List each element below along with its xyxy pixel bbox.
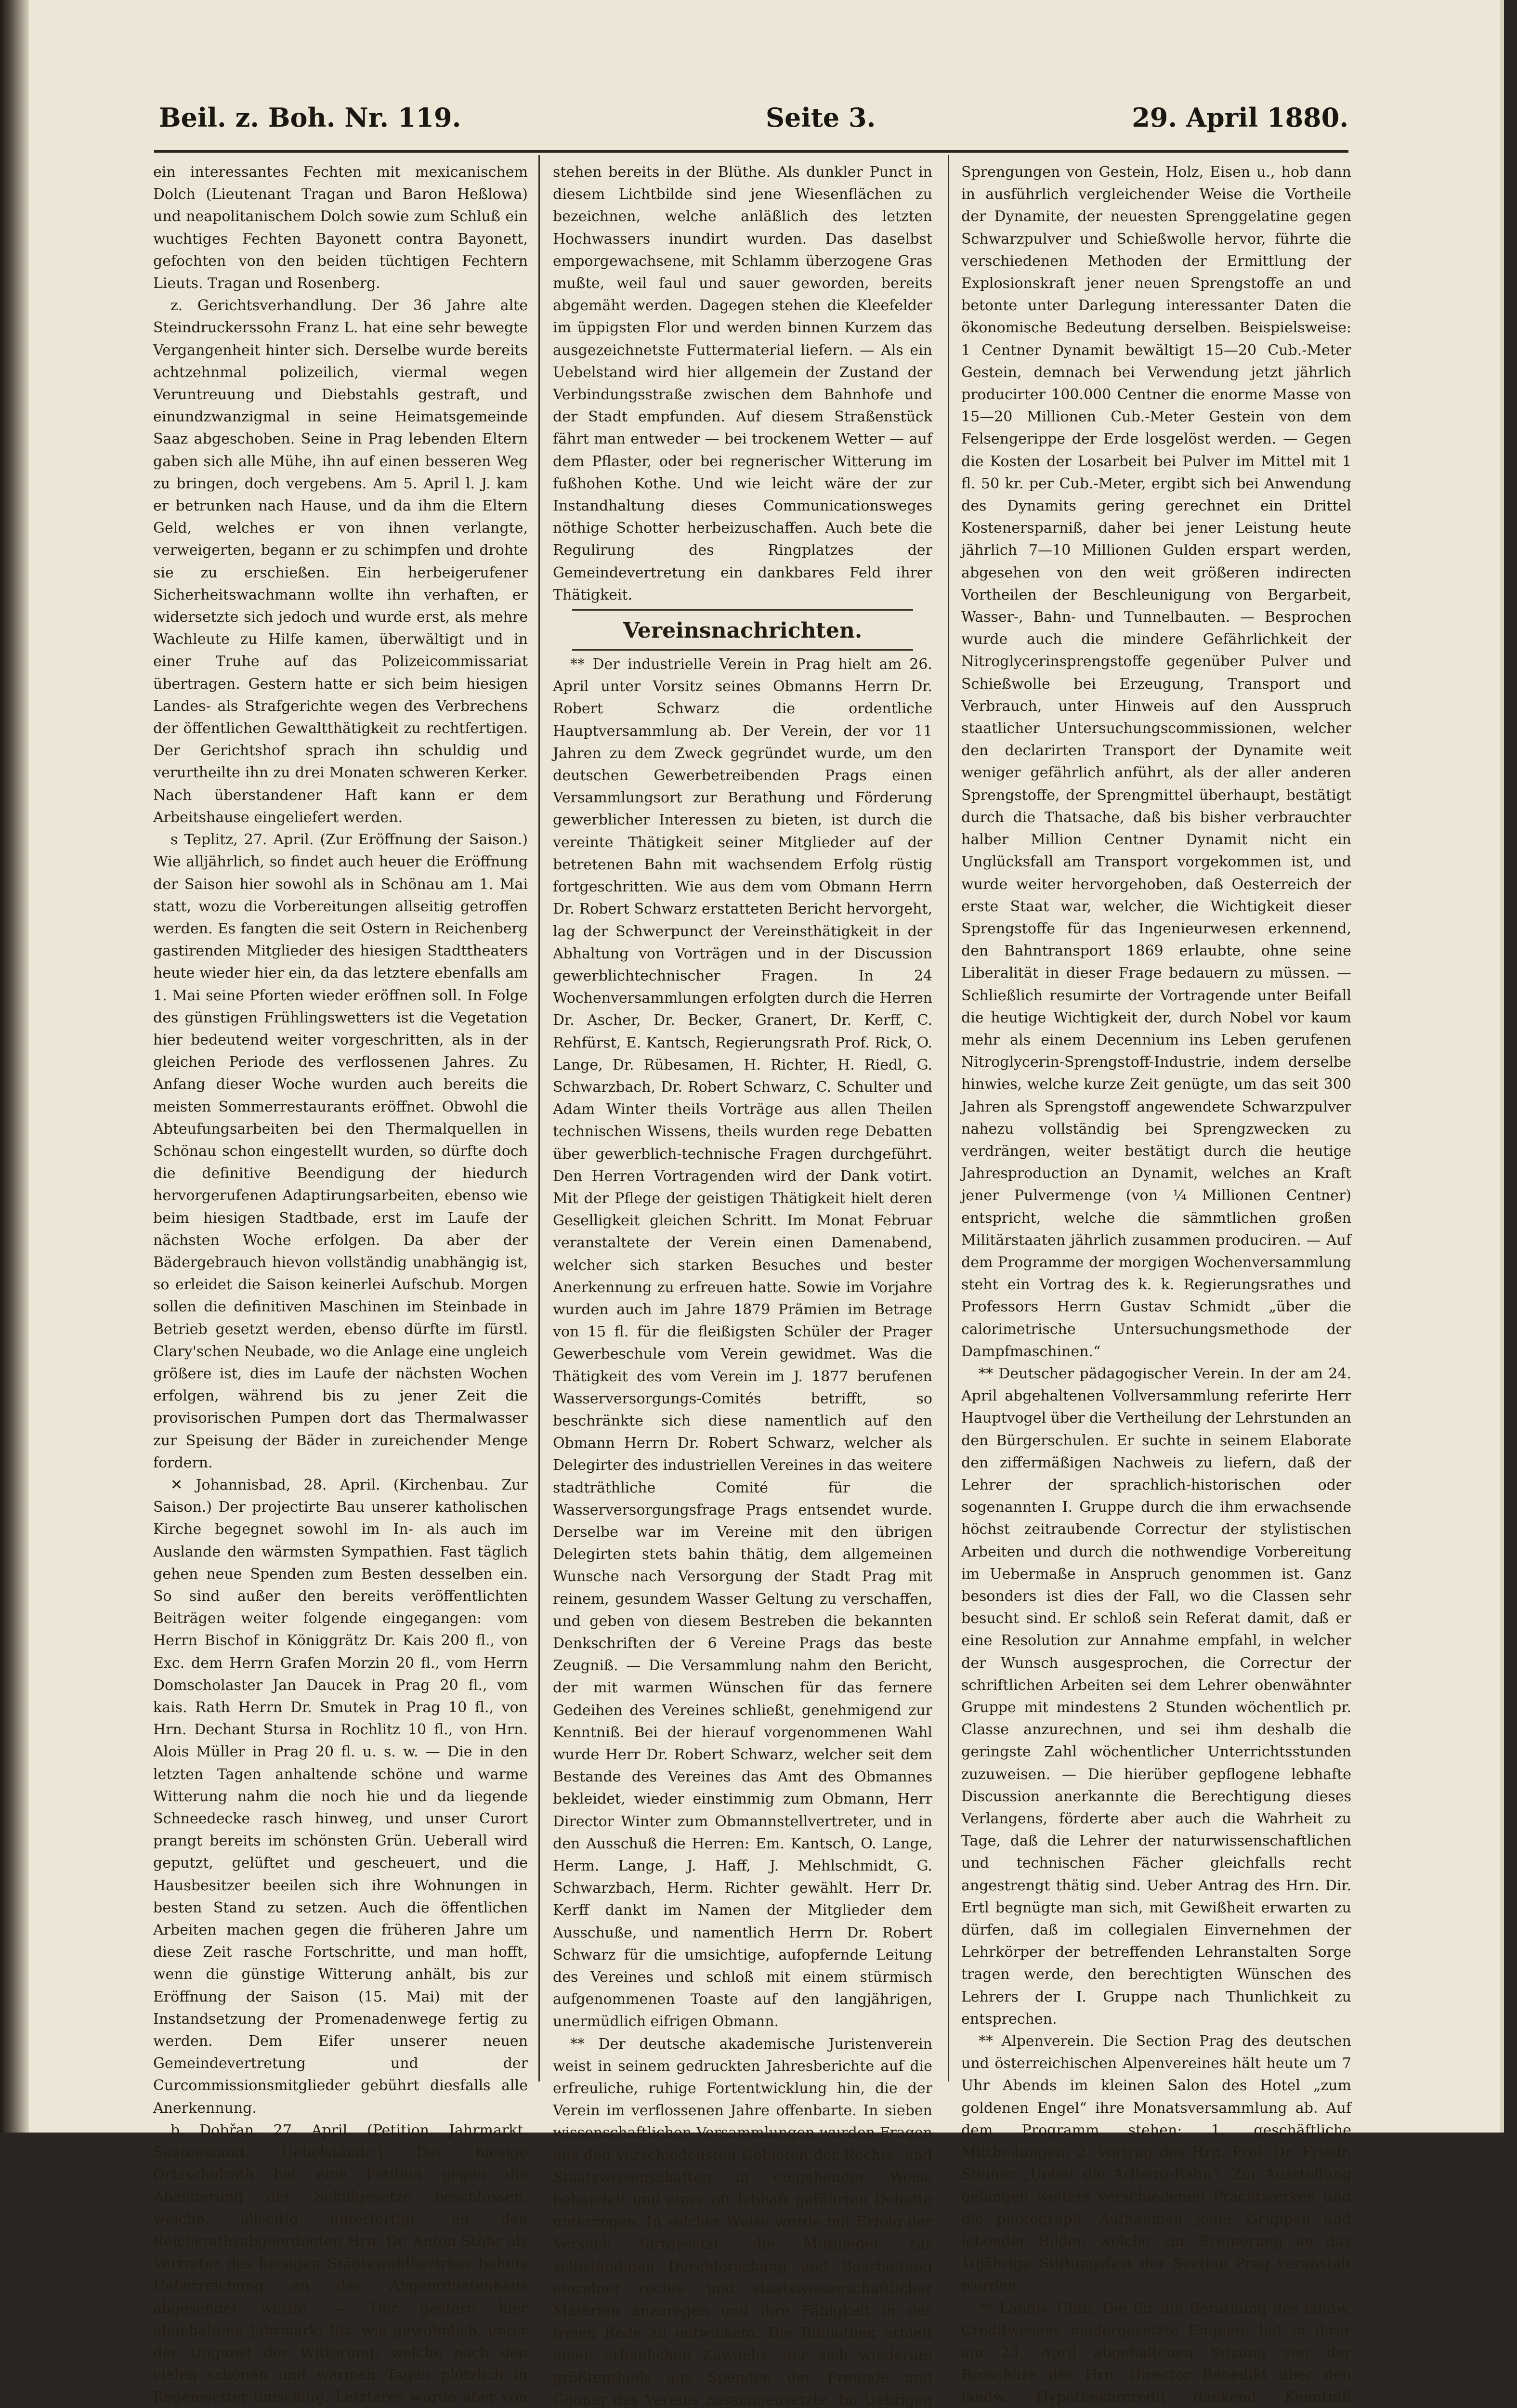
header-rule [154,150,1348,153]
page-binding-shadow [0,0,29,2133]
article-paragraph: ** Der industrielle Verein in Prag hielt am 26. April unter Vorsitz seines Obmanns Herrn Dr. Robert Schwarz die ordentliche Hauptversammlung ab. Der Verein, der vor 11 Jahren zu dem Zweck gegründet wurde, um den deutschen Gewerbetreibenden Prags einen Versammlungsort zur Berathung und Förderung gewerblicher Interessen zu bieten, ist durch die vereinte Thätigkeit seiner Mitglieder auf der betretenen Bahn mit wachsendem Erfolg rüstig fortgeschritten. Wie aus dem vom Obmann Herrn Dr. Robert Schwarz erstatteten Bericht hervorgeht, lag der Schwerpunct der Vereinsthätigkeit in der Abhaltung von Vorträgen und in der Discussion gewerblichtechnischer Fragen. In 24 Wochenversammlungen erfolgten durch die Herren Dr. Ascher, Dr. Becker, Granert, Dr. Kerff, C. Rehfürst, E. Kantsch, Regierungsrath Prof. Rick, O. Lange, Dr. Rübesamen, H. Richter, H. Riedl, G. Schwarzbach, Dr. Robert Schwarz, C. Schulter und Adam Winter theils Vorträge aus allen Theilen technischen Wissens, theils wurden rege Debatten über gewerblich-technische Fragen durchgeführt. Den Herren Vortragenden wird der Dank votirt. Mit der Pflege der geistigen Thätigkeit hielt deren Geselligkeit gleichen Schritt. Im Monat Februar veranstaltete der Verein einen Damenabend, welcher sich starken Besuches und bester Anerkennung zu erfreuen hatte. Sowie im Vorjahre wurden auch im Jahre 1879 Prämien im Betrage von 15 fl. für die fleißigsten Schüler der Prager Gewerbeschule vom Verein gewidmet. Was die Thätigkeit des vom Verein im J. 1877 berufenen Wasserversorgungs-Comités betrifft, so beschränkte sich diese namentlich auf den Obmann Herrn Dr. Robert Schwarz, welcher als Delegirter des industriellen Vereines in das weitere stadträthliche Comité für die Wasserversorgungsfrage Prags entsendet wurde. Derselbe war im Vereine mit den übrigen Delegirten stets bahin thätig, dem allgemeinen Wunsche nach Versorgung der Stadt Prag mit reinem, gesundem Wasser Geltung zu verschaffen, und geben von diesem Bestreben die bekannten Denkschriften der 6 Vereine Prags das beste Zeugniß. — Die Versammlung nahm den Bericht, der mit warmen Wünschen für das fernere Gedeihen des Vereines schließt, genehmigend zur Kenntniß. Bei der hierauf vorgenommenen Wahl wurde Herr Dr. Robert Schwarz, welcher seit dem Bestande des Vereines das Amt des Obmannes bekleidet, wieder einstimmig zum Obmann, Herr Director Winter zum Obmannstellvertreter, und in den Ausschuß die Herren: Em. Kantsch, O. Lange, Herm. Lange, J. Haff, J. Mehlschmidt, G. Schwarzbach, Herm. Richter gewählt. Herr Dr. Kerff dankt im Namen der Mitglieder dem Ausschuße, und namentlich Herrn Dr. Robert Schwarz für die umsichtige, aufopfernde Leitung des Vereines und schloß mit einem stürmisch aufgenommenen Toaste auf den langjährigen, unermüdlich eifrigen Obmann. [553,654,932,2033]
column-divider [538,155,540,2081]
section-rule [572,609,913,611]
article-paragraph: stehen bereits in der Blüthe. Als dunkler Punct in diesem Lichtbilde sind jene Wiesenflächen zu bezeichnen, welche anläßlich des letzten Hochwassers inundirt wurden. Das daselbst emporgewachsene, mit Schlamm überzogene Gras mußte, weil faul und sauer geworden, bereits abgemäht werden. Dagegen stehen die Kleefelder im üppigsten Flor und werden binnen Kurzem das ausgezeichnetste Futtermaterial liefern. — Als ein Uebelstand wird hier allgemein der Zustand der Verbindungsstraße zwischen dem Bahnhofe und der Stadt empfunden. Auf diesem Straßenstück fährt man entweder — bei trockenem Wetter — auf dem Pflaster, oder bei regnerischer Witterung im fußhohen Kothe. Und wie leicht wäre der zur Instandhaltung dieses Communicationsweges nöthige Schotter herbeizuschaffen. Auch bete die Regulirung des Ringplatzes der Gemeindevertretung ein dankbares Feld ihrer Thätigkeit. [553,161,932,606]
article-paragraph: ✕ Johannisbad, 28. April. (Kirchenbau. Zur Saison.) Der projectirte Bau unserer katholischen Kirche begegnet sowohl im In- als auch im Auslande den wärmsten Sympathien. Fast täglich gehen neue Spenden zum Besten desselben ein. So sind außer den bereits veröffentlichten Beiträgen weiter folgende eingegangen: vom Herrn Bischof in Königgrätz Dr. Kais 200 fl., von Exc. dem Herrn Grafen Morzin 20 fl., vom Herrn Domscholaster Jan Daucek in Prag 20 fl., vom kais. Rath Herrn Dr. Smutek in Prag 10 fl., von Hrn. Dechant Stursa in Rochlitz 10 fl., von Hrn. Alois Müller in Prag 20 fl. u. s. w. — Die in den letzten Tagen anhaltende schöne und warme Witterung nahm die noch hie und da liegende Schneedecke rasch hinweg, und unser Curort prangt bereits im schönsten Grün. Ueberall wird geputzt, gelüftet und gescheuert, und die Hausbesitzer beeilen sich ihre Wohnungen in besten Stand zu setzen. Auch die öffentlichen Arbeiten machen gegen die früheren Jahre um diese Zeit rasche Fortschritte, und man hofft, wenn die günstige Witterung anhält, bis zur Eröffnung der Saison (15. Mai) mit der Instandsetzung der Promenadenwege fertig zu werden. Dem Eifer unserer neuen Gemeindevertretung und der Curcommissionsmitglieder gebührt diesfalls alle Anerkennung. [153,1474,528,2120]
article-paragraph: b. Dobřan, 27. April. (Petition. Jahrmarkt. Saatenstand. Uebelstände.) Der hiesige Ortsschulrath hat eine Petition gegen die Abänderung der Schulgesetze beschlossen, welche, allseitig unterfertigt, an den Reichsrathsabgeordneten Hrn. Dr. Anton Stöhr als Vertreter des hiesigen Städtewahlbezirkes behufs Ueberreichung an das Abgeordnetenhaus abgesendet wurde. — Der gestern hier abgehaltene Jahrmarkt litt, wie gewöhnlich, unter der Ungunst der Witterung, welche nach den vielen schönen und warmen Tagen plötzlich in Regenwetter umschlug. Letzteres wurde aber von [153,2120,528,2408]
column-1 [153,161,528,2078]
column-2 [553,161,932,2078]
header-page-number: Seite 3. [766,102,876,133]
column-3 [961,161,1351,2078]
article-paragraph: ** Alpenverein. Die Section Prag des deutschen und österreichischen Alpenvereines hält heute um 7 Uhr Abends im kleinen Salon des Hotel „zum goldenen Engel“ ihre Monatsversammlung ab. Auf dem Programm stehen: 1. geschäftliche Mittheilungen; 2. Vortrag des Hrn. Prof. Dr. Friedr. Steiner „Ueber die Arlberg-Bahn“. Zur Ausstellung gelangen weiters verschiedenen Prachtwerken und die photograph. Aufnahmen jener Gruppen und lebender Bilder, welche zur Erinnerung an das 10jährige Stiftungsfest der Section Prag veranstalt wurden. [961,2030,1351,2297]
article-paragraph: s Teplitz, 27. April. (Zur Eröffnung der Saison.) Wie alljährlich, so findet auch heuer die Eröffnung der Saison hier sowohl als in Schönau am 1. Mai statt, wozu die Vorbereitungen allseitig getroffen werden. Es fangten die seit Ostern in Reichenberg gastirenden Mitglieder des hiesigen Stadttheaters heute wieder hier ein, da das letztere ebenfalls am 1. Mai seine Pforten wieder eröffnen soll. In Folge des günstigen Frühlingswetters ist die Vegetation hier bedeutend weiter vorgeschritten, als in der gleichen Periode des verflossenen Jahres. Zu Anfang dieser Woche wurden auch bereits die meisten Sommerrestaurants eröffnet. Obwohl die Abteufungsarbeiten bei den Thermalquellen in Schönau schon eingestellt wurden, so dürfte doch die definitive Beendigung der hiedurch hervorgerufenen Adaptirungsarbeiten, ebenso wie beim hiesigen Stadtbade, erst im Laufe der nächsten Woche erfolgen. Da aber der Bädergebrauch hievon vollständig unabhängig ist, so erleidet die Saison keinerlei Aufschub. Morgen sollen die definitiven Maschinen im Steinbade in Betrieb gesetzt werden, ebenso dürfte im fürstl. Clary'schen Neubade, wo die Anlage eine ungleich größere ist, dies im Laufe der nächsten Wochen erfolgen, während bis zu jener Zeit die provisorischen Pumpen dort das Thermalwasser zur Speisung der Bäder in zureichender Menge fordern. [153,829,528,1474]
header-date: 29. April 1880. [1132,102,1348,133]
column-divider [948,155,949,2081]
article-paragraph: ** Landw. Club. Die für die Berathung des landw. Creditwesens niedergesetzte Enquete hat in ihrer am 23. April abgehaltenen Sitzung von der Broschüre des Hrn. Director Benedikt über den landw. Hypothekarcredit dankend Kenntniß [961,2298,1351,2408]
header-issue: Beil. z. Boh. Nr. 119. [159,102,461,133]
article-paragraph: ein interessantes Fechten mit mexicanischem Dolch (Lieutenant Tragan und Baron Heßlowa) und neapolitanischem Dolch sowie zum Schluß ein wuchtiges Fechten Bayonett contra Bayonett, gefochten von den beiden tüchtigen Fechtern Lieuts. Tragan und Rosenberg. [153,161,528,295]
section-rule [572,649,913,651]
article-paragraph: ** Der deutsche akademische Juristenverein weist in seinem gedruckten Jahresberichte auf die erfreuliche, ruhige Fortentwicklung hin, die der Verein im verflossenen Jahre offenbarte. In sieben wissenschaftlichen Versammlungen wurden Fragen aus den verschiedensten Gebieten der Rechts- und Staatswissenschaften in eingehender Weise behandelt und einer oft lebhaft geführten Debatte unterzogen. In solcher Weise wurde mit Erfolg der Versuch fortgesetzt, die Mitglieder zur selbständigen Durchforschung und Bearbeitung einzelner rechts- und staatswissenschaftlicher Materien anzuregen und ihre Fähigkeit in der freien Rede zu entwickeln. Die Bibliothek erhielt einen erheblichen Zuwachs, der sich wiederum größtentheils aus Spenden der Freunde und Gönner des Vereins zusammensetzte. Im Uebrigen [553,2033,932,2408]
article-paragraph: z. Gerichtsverhandlung. Der 36 Jahre alte Steindruckerssohn Franz L. hat eine sehr bewegte Vergangenheit hinter sich. Derselbe wurde bereits achtzehnmal polizeilich, viermal wegen Veruntreuung und Diebstahls gestraft, und einundzwanzigmal in seine Heimatsgemeinde Saaz abgeschoben. Seine in Prag lebenden Eltern gaben sich alle Mühe, ihn auf einen besseren Weg zu bringen, doch vergebens. Am 5. April l. J. kam er betrunken nach Hause, und da ihm die Eltern Geld, welches er von ihnen verlangte, verweigerten, begann er zu schimpfen und drohte sie zu erschießen. Ein herbeigerufener Sicherheitswachmann wollte ihn verhaften, er widersetzte sich jedoch und wurde erst, als mehre Wachleute zu Hilfe kamen, überwältigt und in einer Truhe auf das Polizeicommissariat übertragen. Gestern hatte er sich beim hiesigen Landes- als Strafgerichte wegen des Verbrechens der öffentlichen Gewaltthätigkeit zu rechtfertigen. Der Gerichtshof sprach ihn schuldig und verurtheilte ihn zu drei Monaten schweren Kerker. Nach überstandener Haft kann er dem Arbeitshause eingeliefert werden. [153,295,528,829]
article-paragraph: ** Deutscher pädagogischer Verein. In der am 24. April abgehaltenen Vollversammlung referirte Herr Hauptvogel über die Vertheilung der Lehrstunden an den Bürgerschulen. Er suchte in seinem Elaborate den ziffermäßigen Nachweis zu liefern, daß der Lehrer der sprachlich-historischen oder sogenannten I. Gruppe durch die ihm erwachsende höchst zeitraubende Correctur der stylistischen Arbeiten und durch die nothwendige Vorbereitung im Uebermaße in Anspruch genommen ist. Ganz besonders ist dies der Fall, wo die Classen sehr besucht sind. Er schloß sein Referat damit, daß er eine Resolution zur Annahme empfahl, in welcher der Wunsch ausgesprochen, die Correctur der schriftlichen Arbeiten sei dem Lehrer obenwähnter Gruppe mit mindestens 2 Stunden wöchentlich pr. Classe anzurechnen, und sei ihm deshalb die geringste Zahl wöchentlicher Unterrichtsstunden zuzuweisen. — Die hierüber gepflogene lebhafte Discussion anerkannte die Berechtigung dieses Verlangens, förderte aber auch die Wahrheit zu Tage, daß die Lehrer der naturwissenschaftlichen und technischen Fächer gleichfalls recht angestrengt thätig sind. Ueber Antrag des Hrn. Dir. Ertl begnügte man sich, mit Gewißheit erwarten zu dürfen, daß im collegialen Einvernehmen der Lehrkörper der betreffenden Lehranstalten Sorge tragen werde, den berechtigten Wünschen des Lehrers der I. Gruppe nach Thunlichkeit zu entsprechen. [961,1363,1351,2030]
article-paragraph: Sprengungen von Gestein, Holz, Eisen u., hob dann in ausführlich vergleichender Weise die Vortheile der Dynamite, der neuesten Sprenggelatine gegen Schwarzpulver und Schießwolle hervor, führte die verschiedenen Methoden der Ermittlung der Explosionskraft jener neuen Sprengstoffe an und betonte unter Darlegung interessanter Daten die ökonomische Bedeutung derselben. Beispielsweise: 1 Centner Dynamit bewältigt 15—20 Cub.-Meter Gestein, demnach bei Verwendung jetzt jährlich producirter 100.000 Centner die enorme Masse von 15—20 Millionen Cub.-Meter Gestein von dem Felsengerippe der Erde losgelöst werden. — Gegen die Kosten der Losarbeit bei Pulver im Mittel mit 1 fl. 50 kr. per Cub.-Meter, ergibt sich bei Anwendung des Dynamits gering gerechnet ein Drittel Kostenersparniß, daher bei jener Leistung heute jährlich 7—10 Millionen Gulden erspart werden, abgesehen von den weit größeren indirecten Vortheilen der Beschleunigung von Bergarbeit, Wasser-, Bahn- und Tunnelbauten. — Besprochen wurde auch die mindere Gefährlichkeit der Nitroglycerinsprengstoffe gegenüber Pulver und Schießwolle bei Erzeugung, Transport und Verbrauch, unter Hinweis auf den Ausspruch staatlicher Untersuchungscommissionen, welcher den declarirten Transport der Dynamite weit weniger gefährlich anführt, als der aller anderen Sprengstoffe, der Sprengmittel überhaupt, bestätigt durch die Thatsache, daß bis bisher verbrauchter halber Million Centner Dynamit nicht ein Unglücksfall am Transport vorgekommen ist, und wurde weiter hervorgehoben, daß Oesterreich der erste Staat war, welcher, die Wichtigkeit dieser Sprengstoffe für das Ingenieurwesen erkennend, den Bahntransport 1869 erlaubte, ohne seine Liberalität in dieser Frage bedauern zu müssen. — Schließlich resumirte der Vortragende unter Beifall die heutige Wichtigkeit der, durch Nobel vor kaum mehr als einem Decennium ins Leben gerufenen Nitroglycerin-Sprengstoff-Industrie, indem derselbe hinwies, welche kurze Zeit genügte, um das seit 300 Jahren als Sprengstoff angewendete Schwarzpulver nahezu vollständig bei Sprengzwecken zu verdrängen, weiter bestätigt durch die heutige Jahresproduction an Dynamit, welches an Kraft jener Pulvermenge (von ¼ Millionen Centner) entspricht, welche die sämmtlichen großen Militärstaaten jährlich zusammen produciren. — Auf dem Programme der morgigen Wochenversammlung steht ein Vortrag des k. k. Regierungsrathes und Professors Herrn Gustav Schmidt „über die calorimetrische Untersuchungsmethode der Dampfmaschinen.“ [961,161,1351,1363]
page-header [159,102,1348,145]
section-title: Vereinsnachrichten. [553,616,932,645]
